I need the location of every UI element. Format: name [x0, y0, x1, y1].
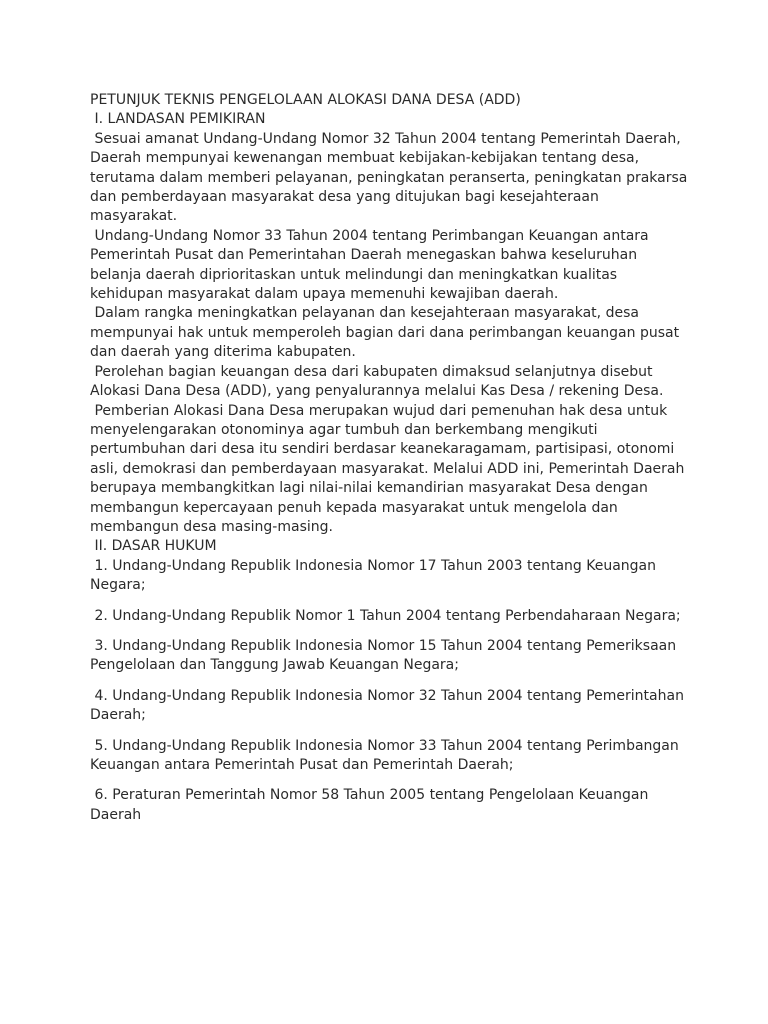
list-item: 3. Undang-Undang Republik Indonesia Nomor 15 Tahun 2004 tentang Pemeriksaan Pengelolaan dan Tanggung Jawab Keuangan Negara; [90, 637, 681, 674]
list-item: 5. Undang-Undang Republik Indonesia Nomor 33 Tahun 2004 tentang Perimbangan Keuangan antara Pemerintah Pusat dan Pemerintah Daerah; [90, 737, 684, 773]
list-item: 1. Undang-Undang Republik Indonesia Nomor 17 Tahun 2003 tentang Keuangan Negara; [90, 557, 661, 594]
paragraph: Pemberian Alokasi Dana Desa merupakan wujud dari pemenuhan hak desa untuk menyelengarakan otonominya agar tumbuh dan berkembang mengikuti pertumbuhan dari desa itu sendiri berdasar keanekaragamam, partisipasi, otonomi asli, demokrasi dan pemberdayaan masyarakat. Melalui ADD ini, Pemerintah Daerah berupaya membangkitkan lagi nilai-nilai kemandirian masyarakat Desa dengan membangun kepercayaan penuh kepada masyarakat untuk mengelola dan membangun desa masing-masing. [90, 402, 689, 535]
document-title: PETUNJUK TEKNIS PENGELOLAAN ALOKASI DANA DESA (ADD) [90, 92, 521, 108]
paragraph: Dalam rangka meningkatkan pelayanan dan kesejahteraan masyarakat, desa mempunyai hak untuk memperoleh bagian dari dana perimbangan keuangan pusat dan daerah yang diterima kabupaten. [90, 305, 684, 361]
list-item: 4. Undang-Undang Republik Indonesia Nomor 32 Tahun 2004 tentang Pemerintahan Daerah; [90, 687, 689, 724]
section-heading-landasan-pemikiran: I. LANDASAN PEMIKIRAN [90, 111, 266, 128]
legal-basis-list [90, 557, 688, 825]
paragraph: Perolehan bagian keuangan desa dari kabupaten dimaksud selanjutnya disebut Alokasi Dana Desa (ADD), yang penyalurannya melalui Kas Desa / rekening Desa. [90, 363, 664, 400]
paragraph: Undang-Undang Nomor 33 Tahun 2004 tentang Perimbangan Keuangan antara Pemerintah Pusat dan Pemerintahan Daerah menegaskan bahwa keseluruhan belanja daerah diprioritaskan untuk melindungi dan meningkatkan kualitas kehidupan masyarakat dalam upaya memenuhi kewajiban daerah. [90, 227, 654, 303]
section-heading-dasar-hukum: II. DASAR HUKUM [90, 538, 217, 555]
paragraph: Sesuai amanat Undang-Undang Nomor 32 Tahun 2004 tentang Pemerintah Daerah, Daerah mempunyai kewenangan membuat kebijakan-kebijakan tentang desa, terutama dalam memberi pelayanan, peningkatan peranserta, peningkatan prakarsa dan pemberdayaan masyarakat desa yang ditujukan bagi kesejahteraan masyarakat. [90, 130, 692, 225]
list-item: 2. Undang-Undang Republik Nomor 1 Tahun 2004 tentang Perbendaharaan Negara; [90, 607, 681, 624]
list-item: 6. Peraturan Pemerintah Nomor 58 Tahun 2005 tentang Pengelolaan Keuangan Daerah [90, 787, 653, 823]
